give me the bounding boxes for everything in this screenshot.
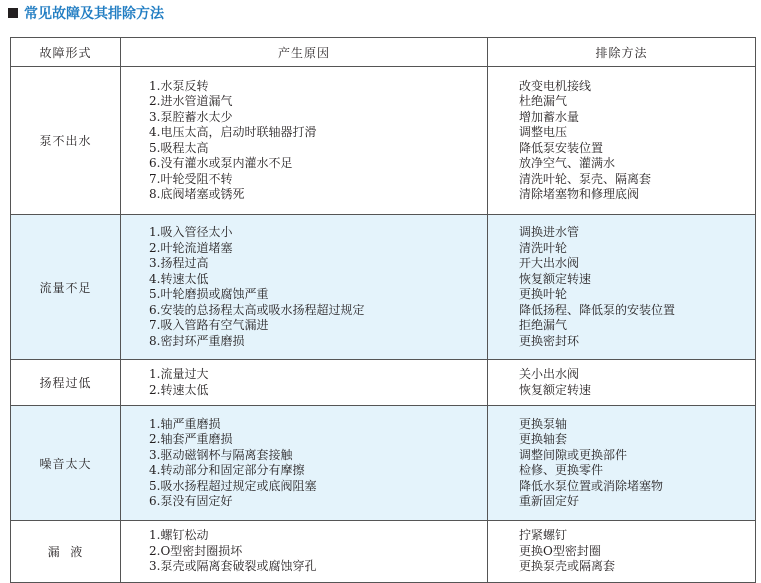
remedy-item: 拧紧螺钉	[519, 528, 568, 542]
square-bullet-icon	[8, 8, 18, 18]
remedy-item: 降低泵安装位置	[519, 140, 604, 155]
cause-item: 1.流量过大	[149, 367, 209, 381]
remedy-item: 更换泵轴	[519, 416, 568, 431]
cause-item: 2.O型密封圈损坏	[149, 543, 243, 558]
remedy-item: 拒绝漏气	[519, 318, 568, 332]
cause-item: 7.吸入管路有空气漏进	[149, 318, 269, 332]
cause-item: 2.转速太低	[149, 382, 209, 397]
remedy-cell	[488, 67, 756, 215]
fault-cell: 扬程过低	[11, 360, 121, 406]
cause-item: 3.驱动磁钢杯与隔离套接触	[149, 447, 293, 462]
cause-item: 4.转速太低	[149, 271, 209, 286]
table-row	[11, 360, 756, 406]
cause-item: 1.螺钉松动	[149, 528, 209, 542]
remedy-item: 清洗叶轮、泵壳、隔离套	[519, 171, 652, 186]
cause-cell	[121, 67, 488, 215]
table-row	[11, 521, 756, 583]
fault-table	[10, 37, 756, 583]
remedy-item: 降低扬程、降低泵的安装位置	[519, 302, 676, 317]
remedy-item: 恢复额定转速	[519, 271, 592, 286]
cause-item: 1.轴严重磨损	[149, 416, 221, 431]
fault-cell: 漏 液	[11, 521, 121, 583]
cause-item: 4.电压太高，启动时联轴器打滑	[149, 125, 317, 139]
cause-item: 1.水泵反转	[149, 78, 209, 93]
remedy-item: 关小出水阀	[519, 367, 580, 381]
page-title	[8, 4, 164, 22]
remedy-item: 清洗叶轮	[519, 240, 568, 255]
cause-item: 5.吸水扬程超过规定或底阀阻塞	[149, 478, 317, 493]
page-title-text: 常见故障及其排除方法	[24, 6, 164, 22]
cause-item: 4.转动部分和固定部分有摩擦	[149, 463, 305, 477]
remedy-cell	[488, 521, 756, 583]
fault-cell: 噪音太大	[11, 406, 121, 521]
remedy-item: 更换轴套	[519, 432, 568, 446]
cause-item: 2.叶轮流道堵塞	[149, 240, 233, 255]
cause-item: 6.没有灌水或泵内灌水不足	[149, 156, 293, 170]
cause-item: 3.泵腔蓄水太少	[149, 109, 233, 124]
cause-item: 5.吸程太高	[149, 140, 209, 155]
table-row	[11, 67, 756, 215]
remedy-item: 调整间隙或更换部件	[519, 447, 628, 462]
cause-cell	[121, 215, 488, 360]
cause-item: 8.密封环严重磨损	[149, 333, 245, 348]
cause-item: 6.安装的总扬程太高或吸水扬程超过规定	[149, 302, 365, 317]
remedy-item: 增加蓄水量	[519, 109, 580, 124]
remedy-item: 调整电压	[519, 125, 568, 139]
remedy-item: 更换O型密封圈	[519, 543, 601, 558]
fault-cell: 泵不出水	[11, 67, 121, 215]
cause-item: 8.底阀堵塞或锈死	[149, 187, 245, 201]
cause-item: 3.泵壳或隔离套破裂或腐蚀穿孔	[149, 559, 317, 573]
remedy-item: 清除堵塞物和修理底阀	[519, 187, 640, 201]
remedy-cell	[488, 215, 756, 360]
remedy-item: 恢复额定转速	[519, 382, 592, 397]
header-fault-type: 故障形式	[11, 38, 121, 67]
cause-cell	[121, 360, 488, 406]
cause-item: 2.轴套严重磨损	[149, 432, 233, 446]
remedy-item: 降低水泵位置或消除堵塞物	[519, 478, 664, 493]
remedy-item: 开大出水阀	[519, 256, 580, 270]
remedy-item: 放净空气、灌满水	[519, 156, 616, 170]
cause-cell	[121, 521, 488, 583]
table-row	[11, 406, 756, 521]
cause-item: 7.叶轮受阻不转	[149, 171, 233, 186]
table-header-row	[11, 38, 756, 67]
header-cause: 产生原因	[121, 38, 488, 67]
cause-cell	[121, 406, 488, 521]
remedy-item: 重新固定好	[519, 494, 580, 508]
remedy-cell	[488, 406, 756, 521]
cause-item: 1.吸入管径太小	[149, 225, 233, 239]
remedy-item: 更换叶轮	[519, 287, 568, 301]
remedy-item: 改变电机接线	[519, 78, 592, 93]
cause-item: 2.进水管道漏气	[149, 94, 233, 108]
remedy-cell	[488, 360, 756, 406]
cause-item: 6.泵没有固定好	[149, 494, 233, 508]
remedy-item: 调换进水管	[519, 225, 580, 239]
remedy-item: 更换泵壳或隔离套	[519, 559, 616, 573]
fault-cell: 流量不足	[11, 215, 121, 360]
cause-item: 5.叶轮磨损或腐蚀严重	[149, 287, 269, 301]
remedy-item: 更换密封环	[519, 333, 580, 348]
remedy-item: 检修、更换零件	[519, 463, 604, 477]
header-remedy: 排除方法	[488, 38, 756, 67]
remedy-item: 杜绝漏气	[519, 94, 568, 108]
cause-item: 3.扬程过高	[149, 256, 209, 270]
table-row	[11, 215, 756, 360]
